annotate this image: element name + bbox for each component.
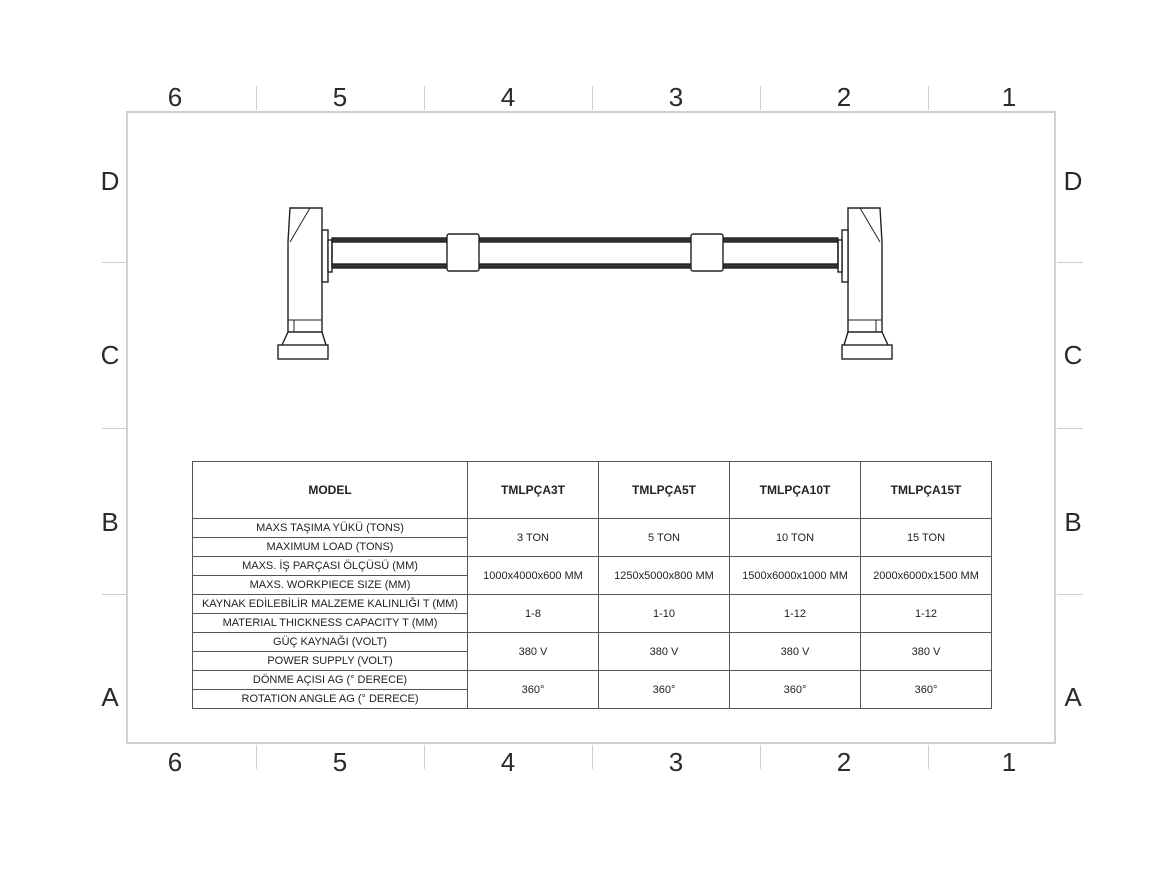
- top-column-label-3: 3: [668, 82, 684, 112]
- table-cell: 1-12: [730, 595, 861, 633]
- table-row: [193, 557, 992, 576]
- zone-tick: [256, 745, 257, 769]
- zone-tick: [424, 86, 425, 110]
- zone-tick: [1057, 594, 1083, 595]
- top-column-label-5: 5: [332, 82, 348, 112]
- zone-tick: [1057, 428, 1083, 429]
- right-row-label-d: D: [1063, 166, 1083, 196]
- header-model-3t: TMLPÇA3T: [468, 462, 599, 519]
- table-cell: 3 TON: [468, 519, 599, 557]
- table-row: [193, 633, 992, 652]
- positioner-drawing: [270, 200, 900, 370]
- zone-tick: [928, 745, 929, 769]
- table-cell: 360°: [599, 671, 730, 709]
- table-cell: 1500x6000x1000 MM: [730, 557, 861, 595]
- zone-tick: [592, 745, 593, 769]
- zone-tick: [760, 745, 761, 769]
- shaft-top-bar: [332, 238, 838, 242]
- table-cell: 1-12: [861, 595, 992, 633]
- row-label-tr: MAXS. İŞ PARÇASI ÖLÇÜSÜ (MM): [193, 557, 468, 576]
- table-cell: 360°: [861, 671, 992, 709]
- row-label-en: MAXS. WORKPIECE SIZE (MM): [193, 576, 468, 595]
- bottom-column-label-5: 5: [332, 747, 348, 777]
- table-cell: 380 V: [861, 633, 992, 671]
- table-cell: 380 V: [468, 633, 599, 671]
- table-cell: 380 V: [599, 633, 730, 671]
- header-model-10t: TMLPÇA10T: [730, 462, 861, 519]
- right-row-label-a: A: [1064, 682, 1082, 712]
- right-row-label-c: C: [1063, 340, 1083, 370]
- bottom-column-label-1: 1: [1001, 747, 1017, 777]
- header-model: MODEL: [193, 462, 468, 519]
- table-header-row: [193, 462, 992, 519]
- specification-table: [192, 461, 992, 709]
- table-row: [193, 595, 992, 614]
- table-cell: 15 TON: [861, 519, 992, 557]
- left-row-label-c: C: [100, 340, 120, 370]
- zone-tick: [102, 594, 126, 595]
- top-column-label-4: 4: [500, 82, 516, 112]
- left-headstock: [278, 208, 332, 359]
- table-cell: 380 V: [730, 633, 861, 671]
- left-row-label-d: D: [100, 166, 120, 196]
- table-cell: 5 TON: [599, 519, 730, 557]
- right-clamp: [691, 234, 723, 271]
- row-label-en: MAXIMUM LOAD (TONS): [193, 538, 468, 557]
- zone-tick: [928, 86, 929, 110]
- right-headstock: [838, 208, 892, 359]
- row-label-en: MATERIAL THICKNESS CAPACITY T (MM): [193, 614, 468, 633]
- table-cell: 10 TON: [730, 519, 861, 557]
- table-cell: 1250x5000x800 MM: [599, 557, 730, 595]
- left-clamp: [447, 234, 479, 271]
- shaft-bottom-bar: [332, 264, 838, 268]
- row-label-tr: KAYNAK EDİLEBİLİR MALZEME KALINLIĞI T (MM): [193, 595, 468, 614]
- row-label-en: ROTATION ANGLE AG (° DERECE): [193, 690, 468, 709]
- bottom-column-label-4: 4: [500, 747, 516, 777]
- zone-tick: [1057, 262, 1083, 263]
- table-cell: 2000x6000x1500 MM: [861, 557, 992, 595]
- left-row-label-b: B: [101, 507, 119, 537]
- table-cell: 360°: [468, 671, 599, 709]
- row-label-tr: MAXS TAŞIMA YÜKÜ (TONS): [193, 519, 468, 538]
- row-label-tr: GÜÇ KAYNAĞI (VOLT): [193, 633, 468, 652]
- table-cell: 360°: [730, 671, 861, 709]
- right-row-label-b: B: [1064, 507, 1082, 537]
- zone-tick: [102, 262, 126, 263]
- zone-tick: [102, 428, 126, 429]
- table-row: [193, 671, 992, 690]
- table-cell: 1-8: [468, 595, 599, 633]
- left-row-label-a: A: [101, 682, 119, 712]
- top-column-label-2: 2: [836, 82, 852, 112]
- zone-tick: [760, 86, 761, 110]
- zone-tick: [256, 86, 257, 110]
- row-label-en: POWER SUPPLY (VOLT): [193, 652, 468, 671]
- bottom-column-label-3: 3: [668, 747, 684, 777]
- top-column-label-6: 6: [167, 82, 183, 112]
- zone-tick: [424, 745, 425, 769]
- header-model-15t: TMLPÇA15T: [861, 462, 992, 519]
- table-row: [193, 519, 992, 538]
- table-cell: 1-10: [599, 595, 730, 633]
- bottom-column-label-6: 6: [167, 747, 183, 777]
- table-cell: 1000x4000x600 MM: [468, 557, 599, 595]
- top-column-label-1: 1: [1001, 82, 1017, 112]
- row-label-tr: DÖNME AÇISI AG (° DERECE): [193, 671, 468, 690]
- bottom-column-label-2: 2: [836, 747, 852, 777]
- zone-tick: [592, 86, 593, 110]
- header-model-5t: TMLPÇA5T: [599, 462, 730, 519]
